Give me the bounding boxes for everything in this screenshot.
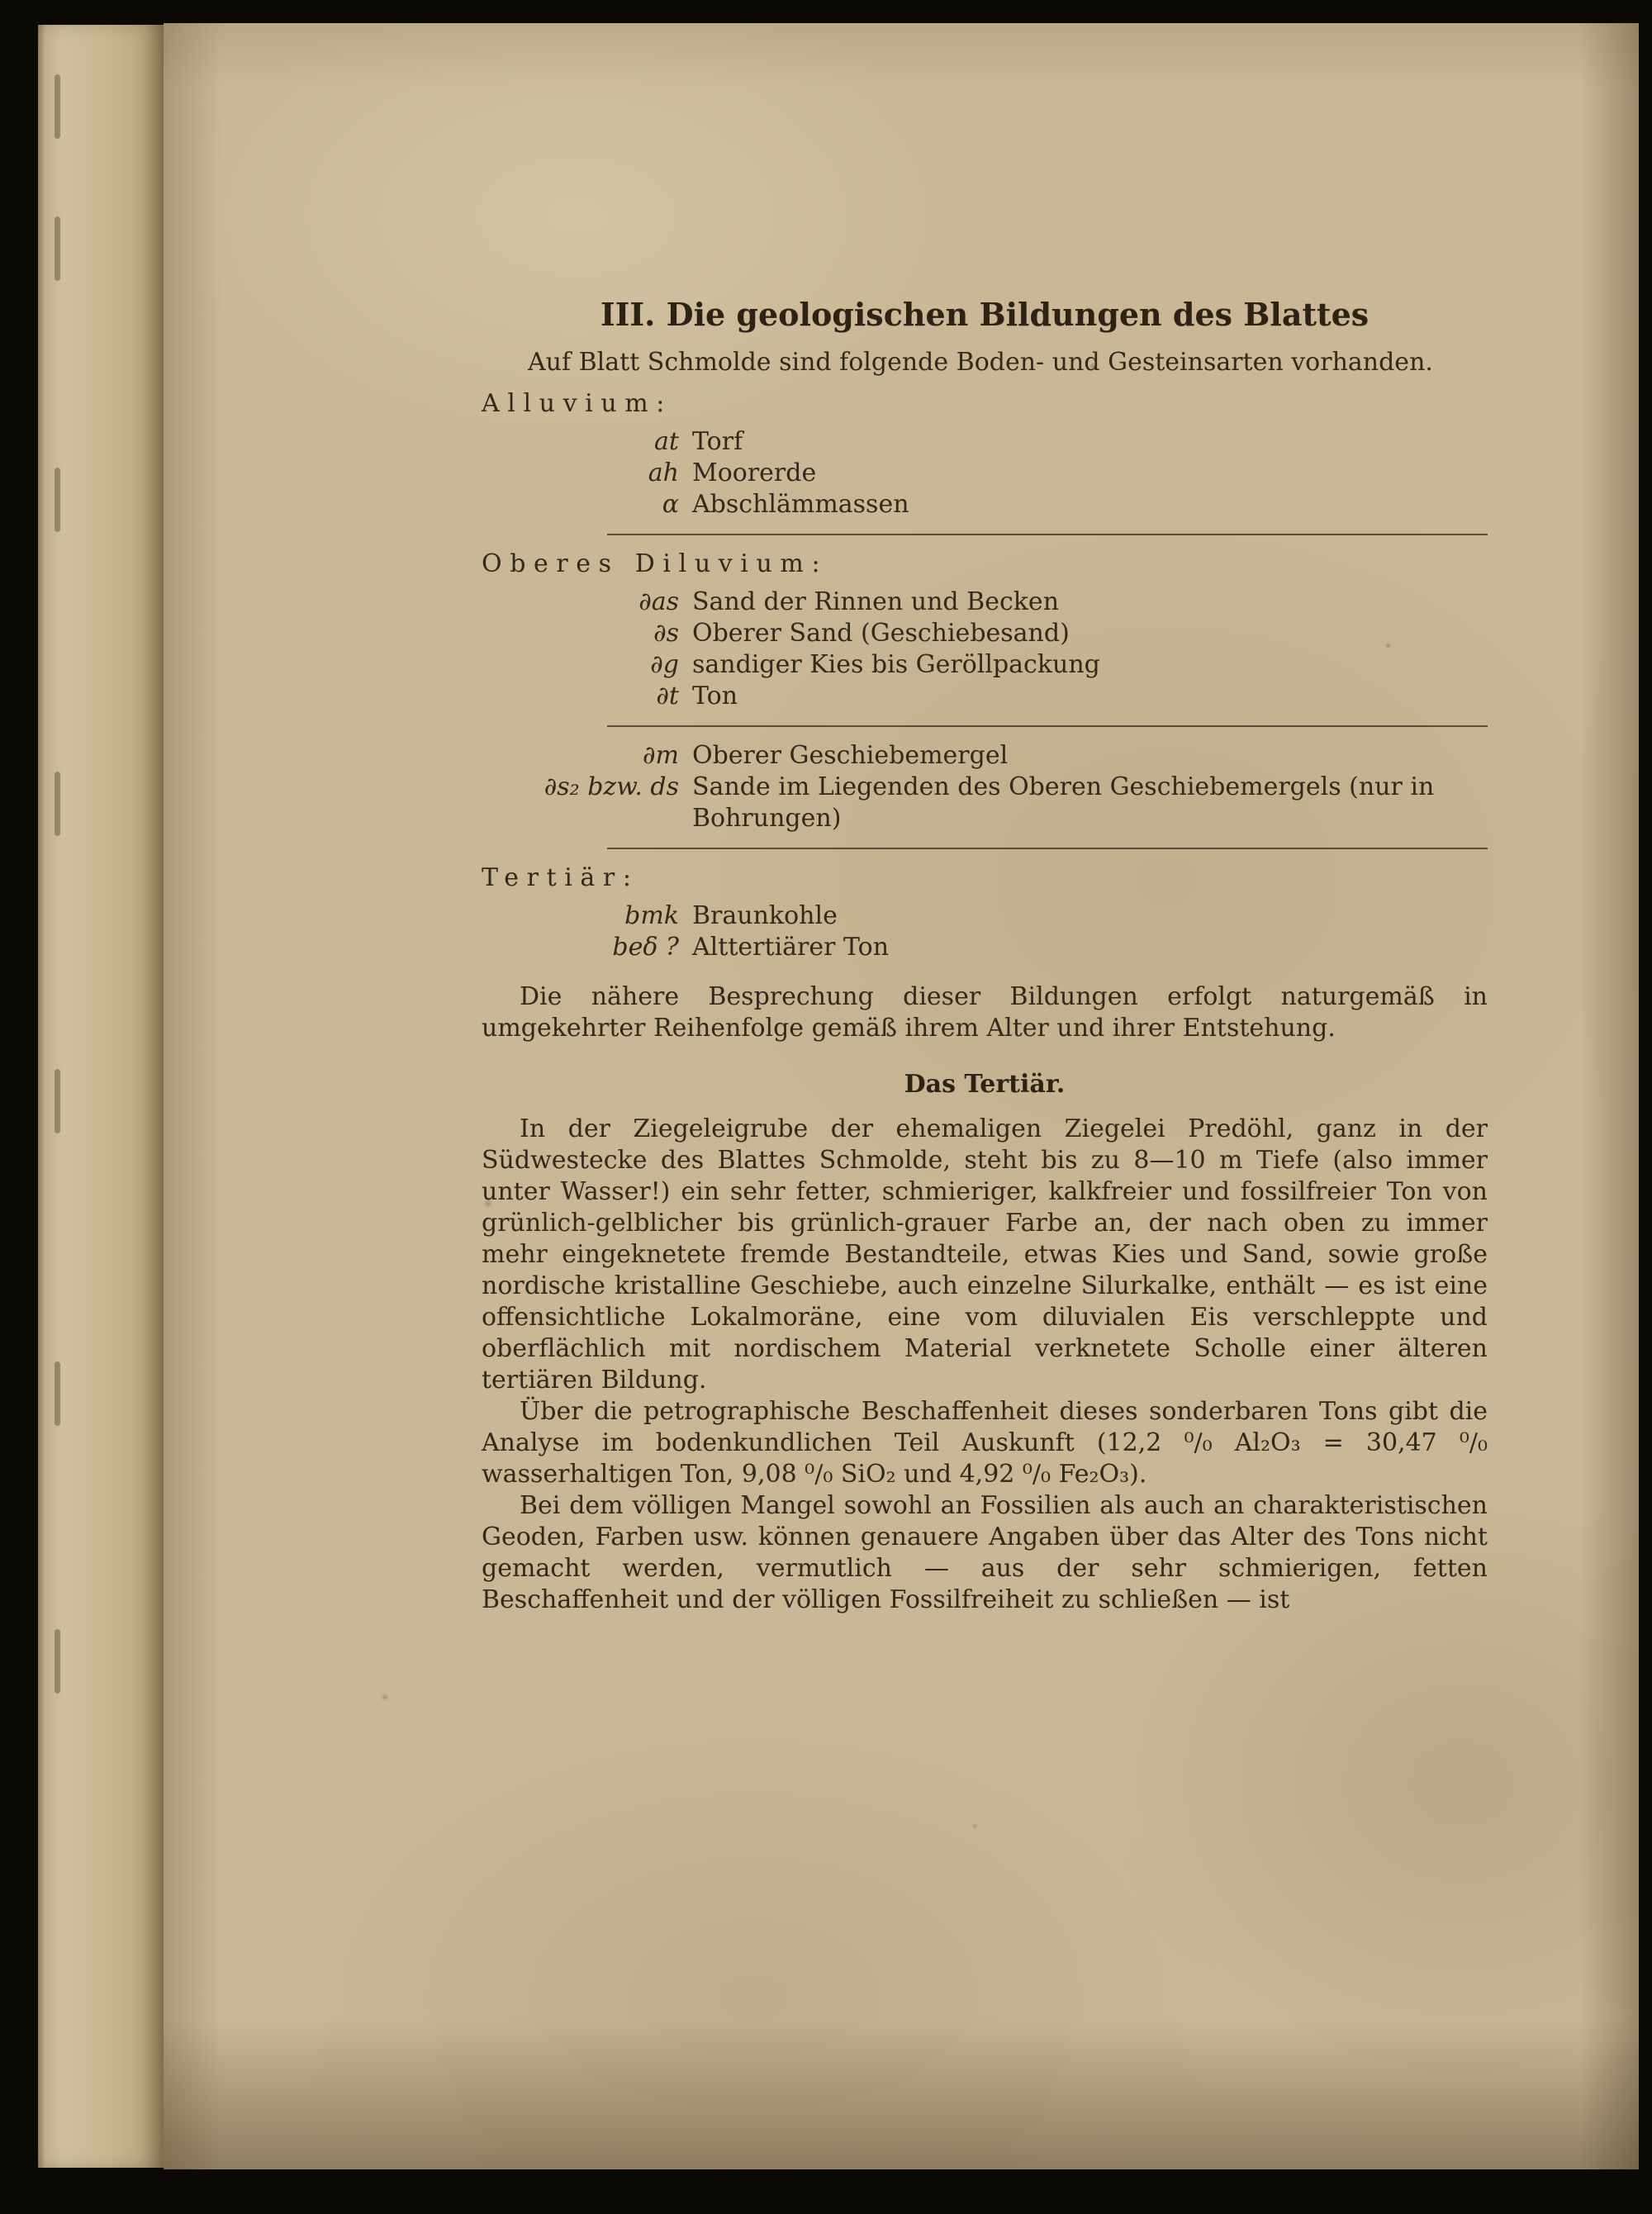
binding-stitch [55,772,60,836]
legend-code: bmk [624,901,679,930]
legend-code: ∂as [638,587,679,616]
legend-code: ∂s [653,619,679,648]
legend-row [482,426,1488,458]
legend-row [482,932,1488,963]
page-title: III. Die geologischen Bildungen des Blattes [600,296,1370,333]
binding-stitch [55,1629,60,1694]
section-heading-alluvium: Alluvium: [482,389,672,418]
legend-code: at [654,427,679,456]
section-heading-tertiaer: Tertiär: [482,863,639,892]
legend-label: Abschlämmassen [692,490,909,519]
legend-row [482,618,1488,649]
separator-rule [607,534,1488,535]
legend-code: ∂s₂ bzw. ds [544,772,679,801]
legend-row [482,772,1488,834]
legend-label: Sande im Liegenden des Oberen Geschiebemergels (nur in Bohrungen) [692,772,1435,833]
alluvium-legend [482,426,1488,520]
oberes-diluvium-legend-lower [482,740,1488,834]
legend-row [482,649,1488,681]
body-paragraph-2: Über die petrographische Beschaffenheit dieses sonderbaren Tons gibt die Analyse im bodenkundlichen Teil Auskunft (12,2 ⁰/₀ Al₂O₃ = 30,47 ⁰/₀ wasserhaltigen Ton, 9,08 ⁰/₀ SiO₂ und 4,92 ⁰/₀ Fe₂O₃). [482,1397,1488,1489]
legend-row [482,489,1488,520]
legend-label: sandiger Kies bis Geröllpackung [692,650,1100,679]
legend-row [482,587,1488,618]
body-paragraph-1: In der Ziegeleigrube der ehemaligen Ziegelei Predöhl, ganz in der Südwestecke des Blattes Schmolde, steht bis zu 8—10 m Tiefe (also immer unter Wasser!) ein sehr fetter, schmieriger, kalkfreier und fossilfreier Ton von grünlich-gelblicher bis grünlich-grauer Farbe an, der nach oben zu immer mehr eingeknetete fremde Bestandteile, etwas Kies und Sand, sowie große nordische kristalline Geschiebe, auch einzelne Silurkalke, enthält — es ist eine offensichtliche Lokalmoräne, eine vom diluvialen Eis verschleppte und oberflächlich mit nordischem Material verknetete Scholle einer älteren tertiären Bildung. [482,1114,1488,1394]
page [164,23,1639,2169]
separator-rule [607,725,1488,727]
legend-label: Moorerde [692,458,817,487]
legend-label: Braunkohle [692,901,838,930]
legend-label: Ton [692,682,738,710]
legend-label: Oberer Sand (Geschiebesand) [692,619,1070,648]
legend-row [482,740,1488,772]
tertiaer-legend [482,900,1488,963]
binding-stitch [55,74,60,139]
legend-code: ∂g [650,650,679,679]
legend-row [482,681,1488,712]
subsection-heading-das-tertiaer: Das Tertiär. [904,1070,1066,1099]
legend-label: Torf [692,427,743,456]
binding-stitch [55,216,60,281]
overview-paragraph: Die nähere Besprechung dieser Bildungen erfolgt naturgemäß in umgekehrter Reihenfolge gemäß ihrem Alter und ihrer Entstehung. [482,982,1488,1043]
legend-label: Sand der Rinnen und Becken [692,587,1060,616]
legend-code: α [662,490,679,519]
oberes-diluvium-legend-upper [482,587,1488,712]
section-heading-oberes-diluvium: Oberes Diluvium: [482,549,828,578]
intro-paragraph: Auf Blatt Schmolde sind folgende Boden- und Gesteinsarten vorhanden. [528,348,1433,377]
binding-stitch [55,468,60,532]
binding-stitch [55,1069,60,1133]
legend-row [482,900,1488,932]
legend-code: ∂t [656,682,679,710]
legend-row [482,458,1488,489]
page-content [482,296,1488,1616]
body-paragraph-3: Bei dem völligen Mangel sowohl an Fossilien als auch an charakteristischen Geoden, Farben usw. können genauere Angaben über das Alter des Tons nicht gemacht werden, vermutlich — aus der sehr schmierigen, fetten Beschaffenheit und der völligen Fossilfreiheit zu schließen — ist [482,1491,1488,1614]
binding-stitch [55,1361,60,1426]
legend-code: ∂m [643,741,679,770]
legend-label: Oberer Geschiebemergel [692,741,1009,770]
legend-code: beδ ? [612,933,679,962]
legend-label: Alttertiärer Ton [692,933,890,962]
legend-code: ah [648,458,679,487]
separator-rule [607,848,1488,849]
